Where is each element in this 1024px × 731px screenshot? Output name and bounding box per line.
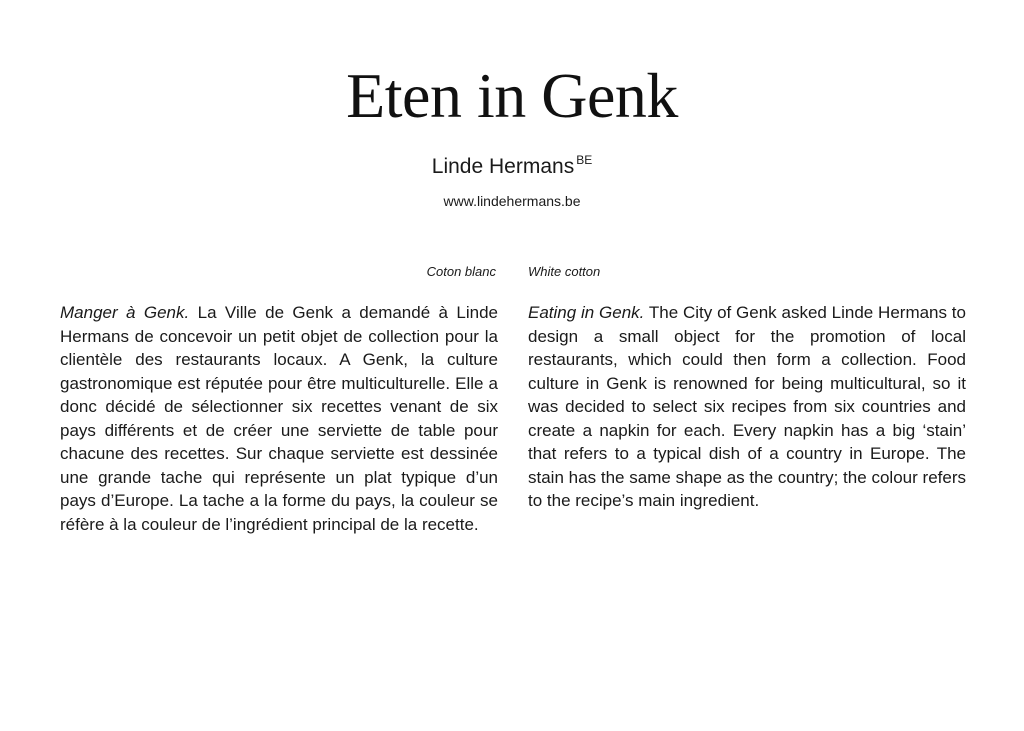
page-title: Eten in Genk xyxy=(346,60,678,131)
material-label-english: White cotton xyxy=(528,264,601,279)
body-english: The City of Genk asked Linde Hermans to design a small object for the promotion of local restaurants, which could then form a collection. Food culture in Genk is renowned for being multicultural, so it was decided to select six recipes from six countries and create a napkin for each. Every napkin has a big ‘stain’ that refers to a typical dish of a country in Europe. The stain has the same shape as the country; the colour refers to the recipe’s main ingredient. xyxy=(528,303,966,510)
description-english xyxy=(528,301,966,513)
author-line xyxy=(0,146,1024,181)
material-label-french: Coton blanc xyxy=(426,264,496,279)
author-website: www.lindehermans.be xyxy=(443,193,581,209)
body-french: La Ville de Genk a demandé à Linde Hermans de concevoir un petit objet de collection pour la clientèle des restaurants locaux. A Genk, la culture gastronomique est réputée pour être multiculturelle. Elle a donc décidé de sélectionner six recettes venant de six pays différents et de créer une serviette de table pour chacune des recettes. Sur chaque serviette est dessinée une grande tache qui représente un plat typique d’un pays d’Europe. La tache a la forme du pays, la couleur se réfère à la couleur de l’ingrédient principal de la recette. xyxy=(60,303,498,534)
lead-french: Manger à Genk. xyxy=(60,303,190,322)
author-country: BE xyxy=(576,153,593,167)
author-name: Linde Hermans xyxy=(431,155,575,178)
lead-english: Eating in Genk. xyxy=(528,303,645,322)
description-french xyxy=(60,301,498,536)
